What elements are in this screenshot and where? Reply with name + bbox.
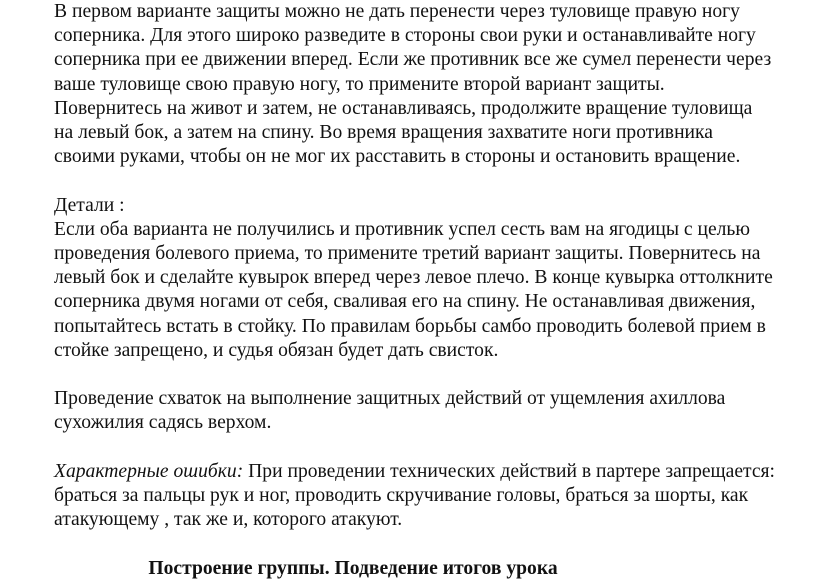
paragraph-spacer	[54, 532, 816, 556]
text-line: на левый бок, а затем на спину. Во время вращения захватите ноги противника	[54, 122, 713, 144]
text-line: атакующему , так же и, которого атакуют.	[54, 509, 403, 531]
text-line: В первом варианте защиты можно не дать перенести через туловище правую ногу	[54, 1, 740, 22]
text-line: Проведение схваток на выполнение защитных действий от ущемления ахиллова	[54, 388, 726, 410]
text-line: попытайтесь встать в стойку. По правилам борьбы самбо проводить болевой прием в	[54, 315, 766, 337]
details-label: Детали :	[54, 194, 125, 216]
paragraph-details	[54, 194, 816, 363]
paragraph-bouts	[54, 387, 816, 435]
text-line: левый бок и сделайте кувырок вперед через левое плечо. В конце кувырка оттолкните	[54, 267, 773, 289]
paragraph-spacer	[54, 363, 816, 387]
text-line	[54, 460, 816, 484]
text-line: своими руками, чтобы он не мог их расставить в стороны и остановить вращение.	[54, 146, 741, 168]
text-line: соперника. Для этого широко разведите в стороны свои руки и останавливайте ногу	[54, 25, 756, 47]
text-line: соперника при ее движении вперед. Если же противник все же сумел перенести через	[54, 49, 772, 71]
paragraph-spacer	[54, 436, 816, 460]
document-page	[54, 0, 816, 581]
text-line: браться за пальцы рук и ног, проводить скручивание головы, браться за шорты, как	[54, 485, 749, 507]
text-line: Повернитесь на живот и затем, не останавливаясь, продолжите вращение туловища	[54, 97, 753, 119]
text-line: сухожилия садясь верхом.	[54, 412, 272, 434]
text-line: Если оба варианта не получились и противник успел сесть вам на ягодицы с целью	[54, 218, 751, 240]
text-line: стойке запрещено, и судья обязан будет дать свисток.	[54, 339, 499, 361]
paragraph-typical-errors	[54, 460, 816, 533]
errors-text: При проведении технических действий в партере запрещается:	[243, 460, 775, 482]
text-line: проведения болевого приема, то примените третий вариант защиты. Повернитесь на	[54, 243, 761, 265]
errors-label: Характерные ошибки:	[54, 460, 244, 482]
text-line: соперника двумя ногами от себя, сваливая его на спину. Не останавливая движения,	[54, 291, 756, 313]
section-heading: Построение группы. Подведение итогов урока	[148, 557, 558, 579]
paragraph-defense-variants	[54, 0, 816, 169]
text-line: ваше туловище свою правую ногу, то примените второй вариант защиты.	[54, 73, 665, 95]
paragraph-spacer	[54, 169, 816, 193]
